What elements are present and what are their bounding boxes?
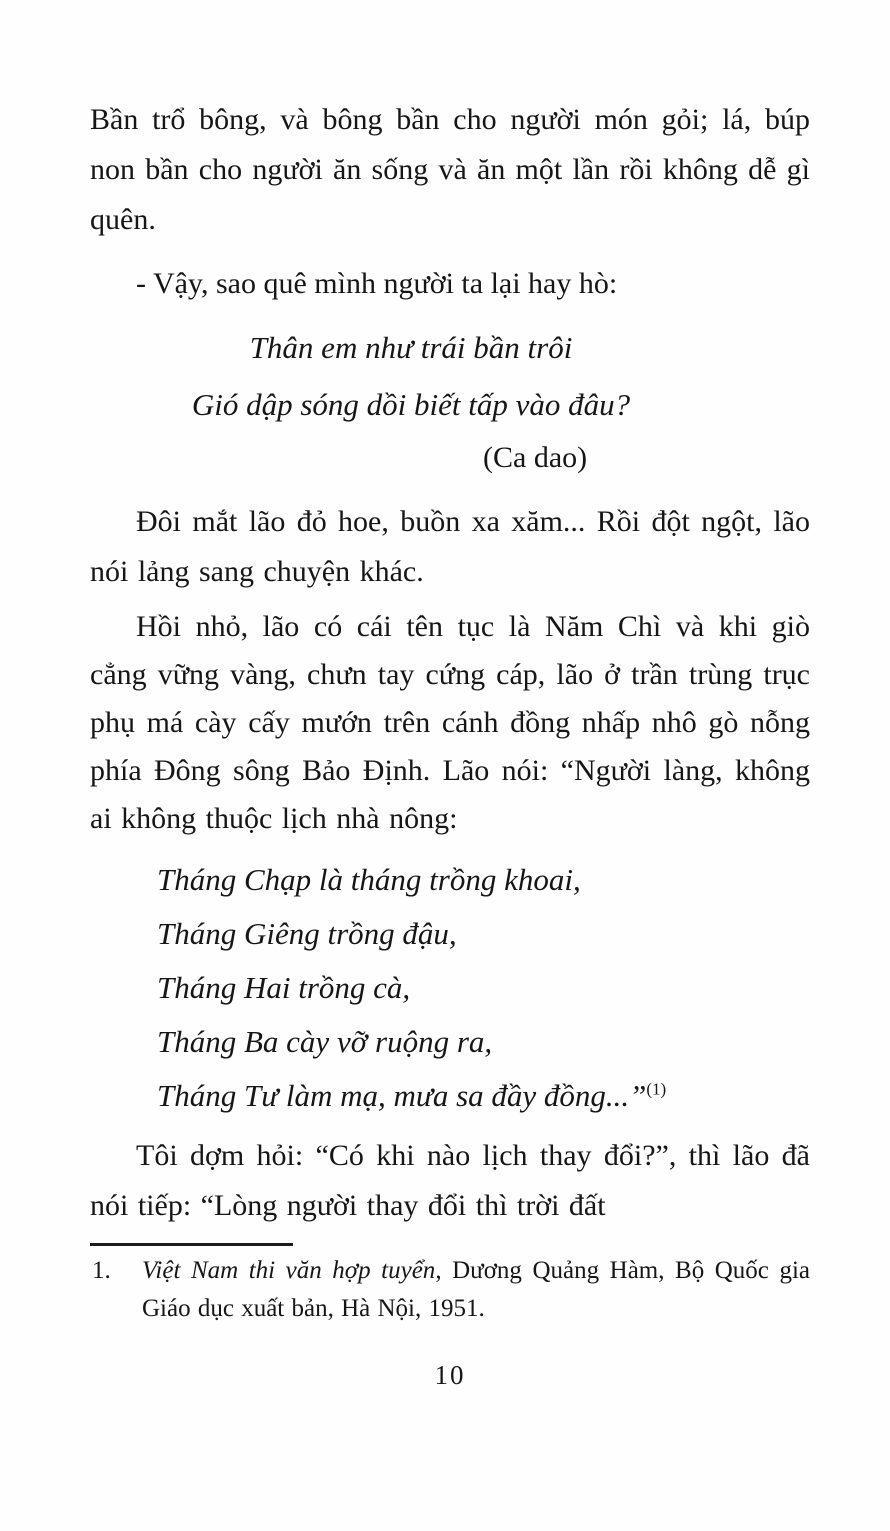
footnote-marker: (1) bbox=[646, 1079, 667, 1099]
paragraph-childhood: Hồi nhỏ, lão có cái tên tục là Năm Chì và khi giò cẳng vững vàng, chưn tay cứng cáp, lão ở trần trùng trục phụ má cày cấy mướn trên cánh đồng nhấp nhô gò nỗng phía Đông sông Bảo Định. Lão nói: “Người làng, không ai không thuộc lịch nhà nông: bbox=[90, 610, 810, 835]
paragraph-opening: Bần trổ bông, và bông bần cho người món gỏi; lá, búp non bần cho người ăn sống và ăn một lần rồi không dễ gì quên. bbox=[90, 103, 810, 236]
footnote-details: , Dương Quảng Hàm, Bộ Quốc gia Giáo dục xuất bản, Hà Nội, 1951. bbox=[142, 1257, 810, 1322]
poem-line: Tháng Ba cày vỡ ruộng ra, bbox=[157, 1024, 493, 1059]
footnote-work-title: Việt Nam thi văn hợp tuyển bbox=[142, 1257, 436, 1284]
poem-line bbox=[157, 1069, 810, 1123]
page-number: 10 bbox=[434, 1360, 466, 1390]
footnote-separator bbox=[90, 1243, 293, 1246]
cadao-poem bbox=[90, 319, 732, 433]
footnote-text bbox=[142, 1257, 810, 1322]
poem-line: Tháng Giêng trồng đậu, bbox=[157, 916, 457, 951]
poem-line: Gió dập sóng dồi biết tấp vào đâu? bbox=[191, 387, 631, 422]
calendar-poem bbox=[90, 853, 810, 1123]
paragraph-eyes: Đôi mắt lão đỏ hoe, buồn xa xăm... Rồi đột ngột, lão nói lảng sang chuyện khác. bbox=[90, 505, 810, 588]
footnote bbox=[90, 1252, 810, 1328]
footnote-number: 1. bbox=[92, 1257, 111, 1284]
poem-line-text: Tháng Tư làm mạ, mưa sa đầy đồng...” bbox=[157, 1078, 647, 1113]
poem-line: Tháng Hai trồng cà, bbox=[157, 970, 411, 1005]
poem-attribution: (Ca dao) bbox=[483, 441, 588, 474]
poem-line: Thân em như trái bần trôi bbox=[249, 330, 573, 365]
poem-line: Tháng Chạp là tháng trồng khoai, bbox=[157, 862, 581, 897]
paragraph-question: Tôi dợm hỏi: “Có khi nào lịch thay đổi?”, thì lão đã nói tiếp: “Lòng người thay đổi thì trời đất bbox=[90, 1139, 810, 1222]
dialogue-line: - Vậy, sao quê mình người ta lại hay hò: bbox=[136, 267, 618, 300]
